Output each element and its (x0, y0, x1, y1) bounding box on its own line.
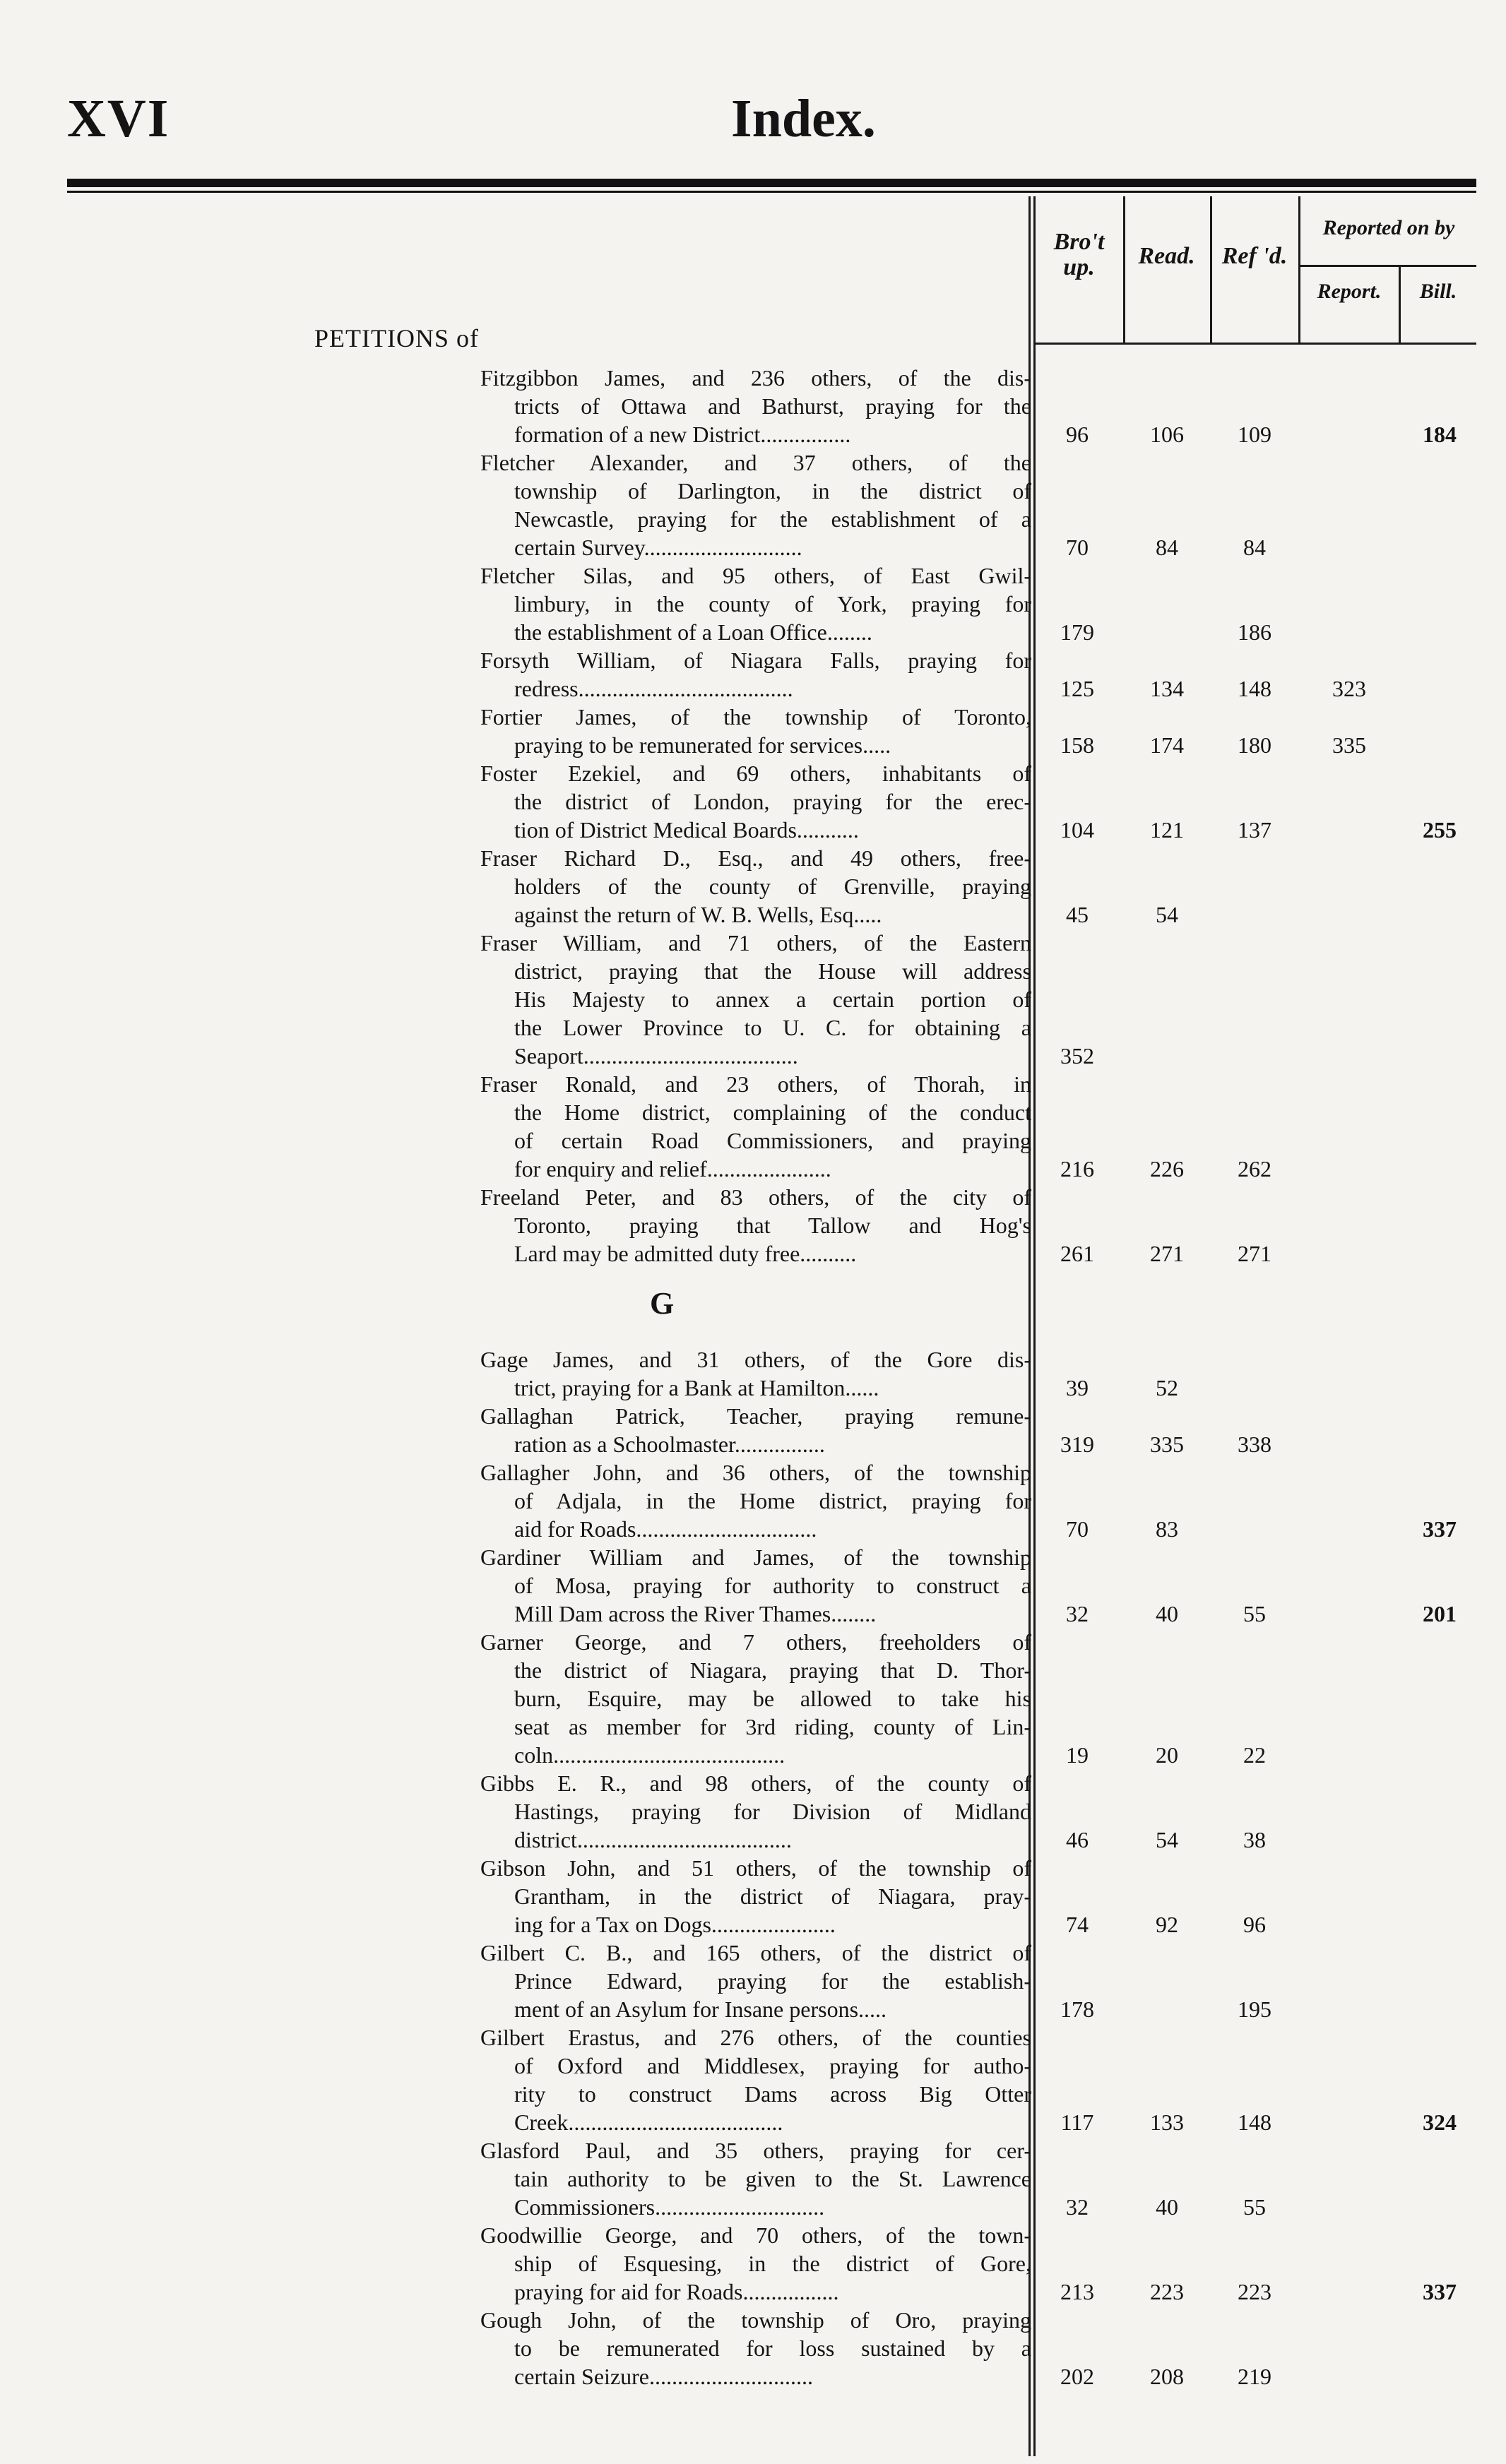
entry-line: Fitzgibbon James, and 236 others, of the dis- (480, 365, 1031, 391)
entry-line: Gough John, of the township of Oro, praying (480, 2307, 1031, 2333)
entry-line: Fortier James, of the township of Toronto, (480, 704, 1031, 730)
cell-bill: 337 (1423, 1516, 1457, 1542)
cell-read: 54 (1156, 1827, 1178, 1852)
page-number: XVI (67, 89, 170, 148)
cell-brought-up: 216 (1060, 1156, 1094, 1182)
section-label: PETITIONS of (314, 324, 479, 352)
entry-line: certain Seizure............................. (514, 2364, 813, 2389)
cell-brought-up: 213 (1060, 2279, 1094, 2304)
entry-line: aid for Roads................................ (514, 1516, 817, 1542)
entry-line: Seaport...................................... (514, 1043, 798, 1069)
cell-read: 208 (1150, 2364, 1184, 2389)
cell-brought-up: 104 (1060, 817, 1094, 843)
cell-report: 335 (1332, 732, 1366, 758)
entry-line: Freeland Peter, and 83 others, of the city of (480, 1184, 1031, 1210)
column-rule (1298, 196, 1300, 345)
cell-read: 134 (1150, 676, 1184, 701)
entry-line: Gallagher John, and 36 others, of the township (480, 1460, 1031, 1485)
letter-heading: G (650, 1286, 675, 1321)
cell-referred: 137 (1238, 817, 1271, 843)
page-title: Index. (731, 89, 876, 148)
reported-on-by-rule (1298, 265, 1476, 267)
cell-brought-up: 45 (1066, 902, 1089, 927)
entry-line: ment of an Asylum for Insane persons..... (514, 1996, 887, 2022)
entry-line: Hastings, praying for Division of Midland (514, 1799, 1031, 1824)
index-entry (480, 646, 1031, 703)
cell-read: 106 (1150, 422, 1184, 447)
entry-line: the Home district, complaining of the conduct (514, 1100, 1031, 1125)
entry-line: Goodwillie George, and 70 others, of the town- (480, 2222, 1031, 2248)
column-header-rule (1033, 343, 1476, 345)
cell-brought-up: 32 (1066, 2194, 1089, 2220)
index-entry (480, 759, 1031, 844)
cell-referred: 84 (1243, 535, 1266, 560)
col-head-read: Read. (1138, 243, 1195, 269)
entry-line: to be remunerated for loss sustained by a (514, 2335, 1031, 2361)
index-entry (480, 1939, 1031, 2023)
entry-line: limbury, in the county of York, praying for (514, 591, 1031, 617)
entry-line: Fraser Richard D., Esq., and 49 others, free- (480, 845, 1031, 871)
col-head-report: Report. (1317, 280, 1382, 303)
entry-line: Creek...................................... (514, 2109, 783, 2135)
entry-line: for enquiry and relief...................... (514, 1156, 831, 1182)
entry-line: Grantham, in the district of Niagara, pray- (514, 1883, 1031, 1909)
column-rule (1123, 196, 1125, 345)
cell-read: 335 (1150, 1432, 1184, 1457)
entry-line: of Oxford and Middlesex, praying for autho- (514, 2053, 1031, 2078)
cell-referred: 148 (1238, 2109, 1271, 2135)
entry-line: Gilbert Erastus, and 276 others, of the counties (480, 2025, 1031, 2050)
cell-read: 271 (1150, 1241, 1184, 1266)
entry-line: Toronto, praying that Tallow and Hog's (514, 1213, 1031, 1238)
entry-line: against the return of W. B. Wells, Esq..... (514, 902, 882, 927)
entry-line: tricts of Ottawa and Bathurst, praying for the (514, 393, 1031, 419)
cell-read: 92 (1156, 1912, 1178, 1937)
cell-brought-up: 125 (1060, 676, 1094, 701)
index-entry (480, 929, 1031, 1070)
entry-line: township of Darlington, in the district of (514, 478, 1031, 504)
entry-line: Gibbs E. R., and 98 others, of the county of (480, 1770, 1031, 1796)
cell-read: 40 (1156, 2194, 1178, 2220)
cell-referred: 186 (1238, 619, 1271, 645)
header-rule-thin (67, 191, 1476, 193)
entry-line: the Lower Province to U. C. for obtaining a (514, 1015, 1031, 1040)
col-head-brought-up: Bro't up. (1053, 229, 1105, 280)
index-entry (480, 448, 1031, 561)
entry-line: Gilbert C. B., and 165 others, of the district of (480, 1940, 1031, 1965)
index-entry (480, 1769, 1031, 1854)
cell-referred: 223 (1238, 2279, 1271, 2304)
cell-brought-up: 117 (1060, 2109, 1094, 2135)
cell-referred: 109 (1238, 422, 1271, 447)
entry-line: Foster Ezekiel, and 69 others, inhabitants of (480, 761, 1031, 786)
entry-line: Glasford Paul, and 35 others, praying for cer- (480, 2138, 1031, 2163)
cell-referred: 180 (1238, 732, 1271, 758)
entry-line: tion of District Medical Boards........... (514, 817, 859, 843)
cell-brought-up: 202 (1060, 2364, 1094, 2389)
entry-line: Gage James, and 31 others, of the Gore dis- (480, 1347, 1031, 1372)
index-entry (480, 1345, 1031, 1402)
cell-referred: 22 (1243, 1742, 1266, 1768)
cell-referred: 195 (1238, 1996, 1271, 2022)
entry-line: rity to construct Dams across Big Otter (514, 2081, 1031, 2107)
index-entry (480, 1070, 1031, 1183)
column-rule (1210, 196, 1212, 345)
cell-read: 40 (1156, 1601, 1178, 1626)
cell-referred: 55 (1243, 2194, 1266, 2220)
entry-line: His Majesty to annex a certain portion of (514, 987, 1031, 1012)
cell-brought-up: 19 (1066, 1742, 1089, 1768)
cell-read: 84 (1156, 535, 1178, 560)
cell-bill: 255 (1423, 817, 1457, 843)
col-head-bill: Bill. (1419, 280, 1457, 303)
cell-brought-up: 70 (1066, 535, 1089, 560)
index-entry (480, 1854, 1031, 1939)
cell-read: 83 (1156, 1516, 1178, 1542)
entry-line: praying to be remunerated for services..... (514, 732, 891, 758)
cell-referred: 96 (1243, 1912, 1266, 1937)
cell-read: 226 (1150, 1156, 1184, 1182)
entry-line: seat as member for 3rd riding, county of Lin- (514, 1714, 1031, 1739)
entry-line: district, praying that the House will address (514, 958, 1031, 984)
page-header (67, 88, 1473, 152)
cell-brought-up: 32 (1066, 1601, 1089, 1626)
entry-line: Fletcher Alexander, and 37 others, of the (480, 450, 1031, 475)
cell-brought-up: 352 (1060, 1043, 1094, 1069)
cell-brought-up: 74 (1066, 1912, 1089, 1937)
index-entry (480, 2136, 1031, 2221)
entry-line: of certain Road Commissioners, and praying (514, 1128, 1031, 1153)
index-entry (480, 561, 1031, 646)
cell-read: 133 (1150, 2109, 1184, 2135)
cell-read: 52 (1156, 1375, 1178, 1400)
cell-read: 174 (1150, 732, 1184, 758)
index-entry (480, 2221, 1031, 2306)
entry-line: ration as a Schoolmaster................ (514, 1432, 825, 1457)
cell-brought-up: 46 (1066, 1827, 1089, 1852)
cell-read: 223 (1150, 2279, 1184, 2304)
entry-line: certain Survey............................ (514, 535, 802, 560)
index-entry (480, 1628, 1031, 1769)
cell-brought-up: 39 (1066, 1375, 1089, 1400)
index-entry (480, 1458, 1031, 1543)
header-rule-thick (67, 179, 1476, 187)
entry-line: Fletcher Silas, and 95 others, of East Gwil- (480, 563, 1031, 588)
entry-line: Newcastle, praying for the establishment of a (514, 506, 1031, 532)
cell-referred: 55 (1243, 1601, 1266, 1626)
entry-line: district...................................... (514, 1827, 792, 1852)
cell-read: 121 (1150, 817, 1184, 843)
cell-brought-up: 319 (1060, 1432, 1094, 1457)
entry-line: holders of the county of Grenville, praying (514, 874, 1031, 899)
entry-line: Fraser Ronald, and 23 others, of Thorah, in (480, 1071, 1031, 1097)
cell-brought-up: 178 (1060, 1996, 1094, 2022)
entry-line: Gibson John, and 51 others, of the township of (480, 1855, 1031, 1881)
cell-brought-up: 70 (1066, 1516, 1089, 1542)
entry-line: Forsyth William, of Niagara Falls, praying for (480, 648, 1031, 673)
cell-read: 20 (1156, 1742, 1178, 1768)
cell-bill: 184 (1423, 422, 1457, 447)
entry-line: of Mosa, praying for authority to construct a (514, 1573, 1031, 1598)
cell-referred: 262 (1238, 1156, 1271, 1182)
entry-line: tain authority to be given to the St. Lawrence (514, 2166, 1031, 2191)
entry-line: Gardiner William and James, of the township (480, 1545, 1031, 1570)
entry-line: ing for a Tax on Dogs...................... (514, 1912, 836, 1937)
cell-brought-up: 179 (1060, 619, 1094, 645)
col-head-referred: Ref 'd. (1221, 243, 1288, 269)
entry-line: Lard may be admitted duty free.......... (514, 1241, 857, 1266)
col-head-reported-on-by: Reported on by (1322, 216, 1455, 239)
index-entry (480, 364, 1031, 448)
cell-referred: 271 (1238, 1241, 1271, 1266)
cell-bill: 337 (1423, 2279, 1457, 2304)
cell-bill: 201 (1423, 1601, 1457, 1626)
entry-line: Gallaghan Patrick, Teacher, praying remune- (480, 1403, 1031, 1429)
entry-line: the establishment of a Loan Office........ (514, 619, 872, 645)
entry-line: praying for aid for Roads................. (514, 2279, 839, 2304)
cell-brought-up: 96 (1066, 422, 1089, 447)
column-rule (1399, 267, 1401, 345)
index-entry (480, 1183, 1031, 1268)
cell-brought-up: 158 (1060, 732, 1094, 758)
entry-line: redress...................................... (514, 676, 793, 701)
cell-report: 323 (1332, 676, 1366, 701)
cell-read: 54 (1156, 902, 1178, 927)
entry-line: trict, praying for a Bank at Hamilton...... (514, 1375, 879, 1400)
cell-referred: 219 (1238, 2364, 1271, 2389)
cell-bill: 324 (1423, 2109, 1457, 2135)
entry-line: ship of Esquesing, in the district of Gore, (514, 2251, 1031, 2276)
index-entry (480, 2023, 1031, 2136)
entry-line: Fraser William, and 71 others, of the Eastern (480, 930, 1031, 956)
entry-line: coln......................................... (514, 1742, 785, 1768)
entry-line: of Adjala, in the Home district, praying for (514, 1488, 1031, 1513)
cell-brought-up: 261 (1060, 1241, 1094, 1266)
entry-line: Prince Edward, praying for the establish- (514, 1968, 1031, 1994)
entry-line: the district of London, praying for the erec- (514, 789, 1031, 814)
index-entry (480, 1543, 1031, 1628)
entry-line: formation of a new District................ (514, 422, 851, 447)
entry-line: Commissioners.............................. (514, 2194, 825, 2220)
index-entry (480, 2306, 1031, 2391)
entry-line: Garner George, and 7 others, freeholders of (480, 1629, 1031, 1655)
cell-referred: 148 (1238, 676, 1271, 701)
cell-referred: 38 (1243, 1827, 1266, 1852)
cell-referred: 338 (1238, 1432, 1271, 1457)
entry-line: Mill Dam across the River Thames........ (514, 1601, 877, 1626)
index-entry (480, 844, 1031, 929)
entry-line: burn, Esquire, may be allowed to take his (514, 1686, 1031, 1711)
index-entry (480, 703, 1031, 759)
index-entry (480, 1402, 1031, 1458)
entry-line: the district of Niagara, praying that D. Thor- (514, 1657, 1031, 1683)
